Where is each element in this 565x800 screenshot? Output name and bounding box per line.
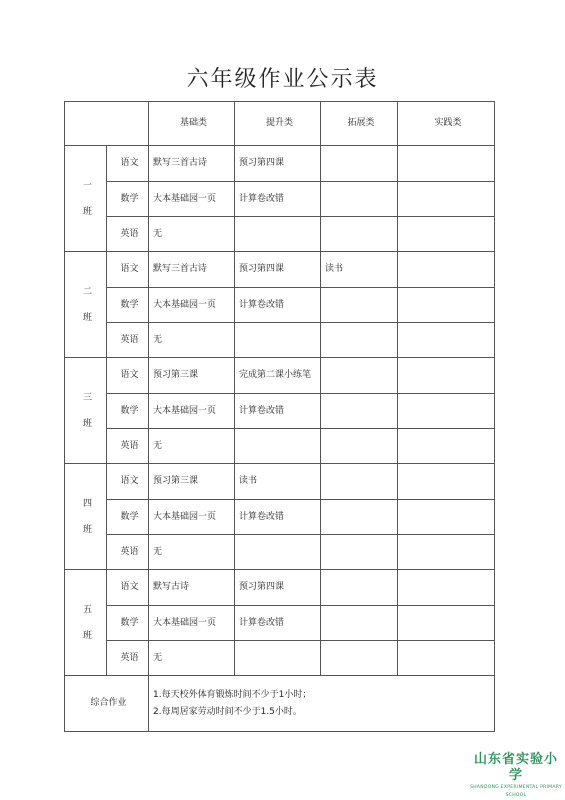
homework-cell-practice (398, 535, 495, 570)
homework-cell-basic: 无 (149, 323, 235, 358)
homework-cell-extension (321, 500, 398, 535)
subject-cell: 英语 (107, 217, 149, 252)
class-name-cell (65, 252, 107, 358)
table-row (65, 570, 495, 606)
subject-cell: 语文 (107, 570, 149, 606)
table-row (65, 217, 495, 252)
homework-cell-practice (398, 323, 495, 358)
class-name: 三班 (82, 392, 92, 429)
table-row (65, 323, 495, 358)
subject-cell: 数学 (107, 182, 149, 217)
summary-row (65, 676, 495, 732)
table-row (65, 641, 495, 676)
subject-cell: 英语 (107, 429, 149, 464)
homework-cell-extension (321, 394, 398, 429)
homework-cell-extension (321, 323, 398, 358)
subject-cell: 语文 (107, 464, 149, 500)
table-row (65, 252, 495, 288)
homework-cell-practice (398, 358, 495, 394)
subject-cell: 英语 (107, 641, 149, 676)
header-cell-advanced: 提升类 (235, 102, 321, 146)
table-row (65, 146, 495, 182)
subject-cell: 数学 (107, 288, 149, 323)
homework-cell-extension (321, 288, 398, 323)
homework-cell-advanced (235, 323, 321, 358)
homework-cell-advanced: 预习第四课 (235, 252, 321, 288)
homework-cell-practice (398, 394, 495, 429)
homework-cell-practice (398, 606, 495, 641)
subject-cell: 英语 (107, 535, 149, 570)
table-row (65, 606, 495, 641)
class-name: 五班 (82, 604, 92, 641)
homework-cell-basic: 预习第三课 (149, 464, 235, 500)
school-logo-name: 山东省实验小学 (473, 752, 558, 783)
homework-cell-advanced: 预习第四课 (235, 146, 321, 182)
homework-cell-basic: 默写三首古诗 (149, 146, 235, 182)
homework-cell-basic: 无 (149, 535, 235, 570)
homework-cell-practice (398, 217, 495, 252)
homework-cell-advanced (235, 217, 321, 252)
school-logo (470, 752, 562, 800)
summary-label: 综合作业 (65, 676, 149, 732)
class-name: 一班 (82, 180, 92, 217)
homework-cell-extension (321, 182, 398, 217)
header-cell-practice: 实践类 (398, 102, 495, 146)
homework-cell-extension (321, 464, 398, 500)
homework-cell-practice (398, 429, 495, 464)
table-row (65, 429, 495, 464)
homework-cell-practice (398, 464, 495, 500)
table-row (65, 358, 495, 394)
homework-cell-advanced: 计算卷改错 (235, 182, 321, 217)
homework-cell-basic: 无 (149, 641, 235, 676)
homework-cell-basic: 默写古诗 (149, 570, 235, 606)
homework-cell-basic: 大本基础园一页 (149, 288, 235, 323)
class-name: 四班 (82, 498, 92, 535)
homework-cell-practice (398, 500, 495, 535)
subject-cell: 语文 (107, 252, 149, 288)
homework-cell-basic: 无 (149, 217, 235, 252)
table-row (65, 500, 495, 535)
homework-cell-extension (321, 146, 398, 182)
subject-cell: 语文 (107, 358, 149, 394)
homework-cell-extension (321, 358, 398, 394)
homework-table (64, 101, 495, 732)
homework-cell-basic: 默写三首古诗 (149, 252, 235, 288)
summary-line: 2.每周居家劳动时间不少于1.5小时。 (153, 706, 302, 717)
homework-cell-advanced: 预习第四课 (235, 570, 321, 606)
homework-cell-extension (321, 570, 398, 606)
homework-cell-extension: 读书 (321, 252, 398, 288)
subject-cell: 数学 (107, 606, 149, 641)
homework-cell-basic: 无 (149, 429, 235, 464)
homework-cell-basic: 大本基础园一页 (149, 394, 235, 429)
page-title: 六年级作业公示表 (186, 67, 379, 92)
homework-cell-basic: 预习第三课 (149, 358, 235, 394)
homework-cell-basic: 大本基础园一页 (149, 500, 235, 535)
homework-table-body (65, 102, 495, 732)
table-row (65, 464, 495, 500)
homework-cell-advanced (235, 429, 321, 464)
homework-cell-advanced: 完成第二课小练笔 (235, 358, 321, 394)
class-name-cell (65, 358, 107, 464)
homework-cell-practice (398, 252, 495, 288)
header-row (65, 102, 495, 146)
homework-cell-advanced: 计算卷改错 (235, 606, 321, 641)
homework-cell-advanced (235, 641, 321, 676)
class-name-cell (65, 570, 107, 676)
homework-cell-practice (398, 182, 495, 217)
summary-line: 1.每天校外体育锻炼时间不少于1小时； (153, 689, 312, 700)
homework-cell-basic: 大本基础园一页 (149, 182, 235, 217)
subject-cell: 英语 (107, 323, 149, 358)
class-name-cell (65, 464, 107, 570)
homework-cell-basic: 大本基础园一页 (149, 606, 235, 641)
school-logo-english: SHANDONG EXPERIMENTAL PRIMARY SCHOOL (470, 785, 562, 798)
class-name: 二班 (82, 286, 92, 323)
subject-cell: 数学 (107, 394, 149, 429)
header-cell-extension: 拓展类 (321, 102, 398, 146)
subject-cell: 数学 (107, 500, 149, 535)
summary-content (149, 676, 495, 732)
header-cell-basic: 基础类 (149, 102, 235, 146)
header-corner-cell (65, 102, 149, 146)
homework-cell-extension (321, 606, 398, 641)
homework-cell-advanced: 读书 (235, 464, 321, 500)
homework-cell-practice (398, 641, 495, 676)
homework-cell-extension (321, 429, 398, 464)
homework-cell-extension (321, 535, 398, 570)
table-row (65, 288, 495, 323)
homework-cell-advanced: 计算卷改错 (235, 288, 321, 323)
homework-cell-extension (321, 217, 398, 252)
homework-cell-practice (398, 288, 495, 323)
class-name-cell (65, 146, 107, 252)
table-row (65, 535, 495, 570)
subject-cell: 语文 (107, 146, 149, 182)
homework-cell-extension (321, 641, 398, 676)
homework-cell-advanced: 计算卷改错 (235, 394, 321, 429)
homework-cell-advanced: 计算卷改错 (235, 500, 321, 535)
homework-cell-practice (398, 570, 495, 606)
homework-cell-advanced (235, 535, 321, 570)
table-row (65, 394, 495, 429)
homework-cell-practice (398, 146, 495, 182)
table-row (65, 182, 495, 217)
